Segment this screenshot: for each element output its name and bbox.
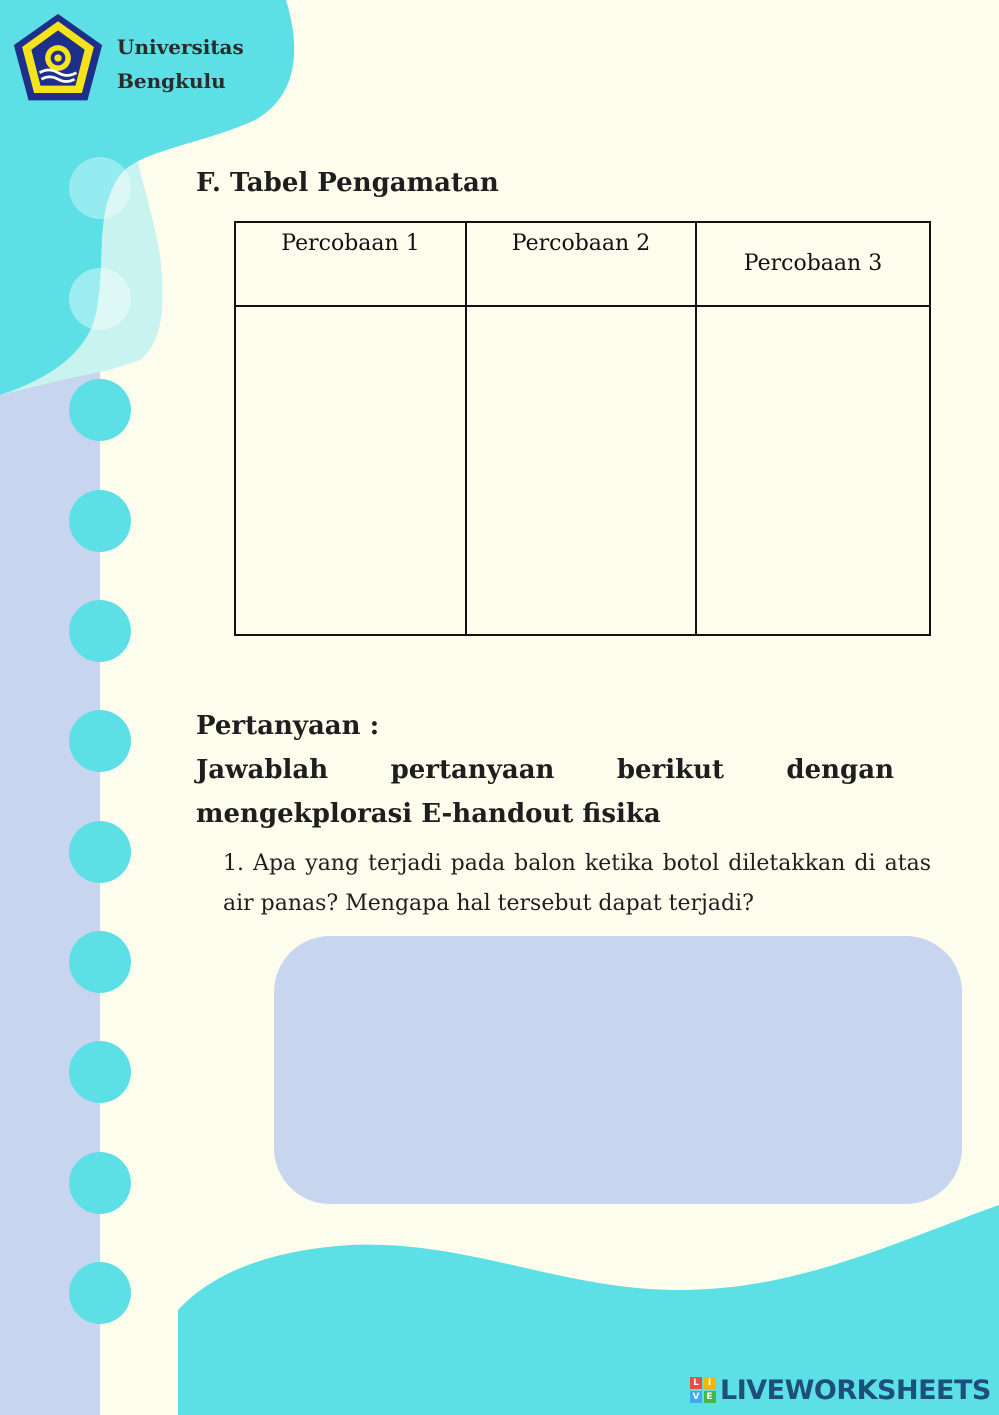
question-item-1: 1. Apa yang terjadi pada balon ketika botol diletakkan di atas air panas? Mengapa hal tersebut dapat terjadi? (223, 851, 931, 916)
answer-box[interactable] (274, 936, 962, 1204)
liveworksheets-icon (690, 1377, 716, 1403)
observation-table (234, 221, 931, 636)
answer-cell-percobaan-3[interactable] (696, 306, 930, 635)
header-label: Percobaan 3 (743, 251, 883, 276)
binder-circle (69, 931, 131, 993)
university-logo (12, 12, 104, 104)
binder-circle (69, 1262, 131, 1324)
binder-circle (69, 710, 131, 772)
university-name (117, 30, 244, 98)
questions-instruction: Jawablah pertanyaan berikut dengan mengekplorasi E-handout fisika (196, 755, 894, 829)
university-line-2: Bengkulu (117, 69, 226, 93)
liveworksheets-brand (690, 1372, 991, 1408)
badge-letter: L (690, 1377, 702, 1389)
questions-heading: Pertanyaan : (196, 711, 380, 741)
badge-letter: E (704, 1391, 716, 1403)
liveworksheets-wordmark: LIVEWORKSHEETS (720, 1374, 991, 1406)
faded-circle (69, 157, 131, 219)
badge-letter: I (704, 1377, 716, 1389)
answer-cell-percobaan-2[interactable] (466, 306, 696, 635)
university-line-1: Universitas (117, 35, 244, 59)
badge-letter: V (690, 1391, 702, 1403)
header-cell-percobaan-1 (235, 222, 466, 306)
binder-circle (69, 821, 131, 883)
header-label: Percobaan 1 (281, 231, 420, 256)
header-cell-percobaan-2 (466, 222, 696, 306)
binder-circles (69, 379, 131, 1324)
binder-circle (69, 1152, 131, 1214)
binder-circle (69, 490, 131, 552)
binder-circle (69, 379, 131, 441)
section-title: F. Tabel Pengamatan (196, 168, 499, 198)
table-header-row (235, 222, 930, 306)
binder-circle (69, 1041, 131, 1103)
binder-circle (69, 600, 131, 662)
answer-cell-percobaan-1[interactable] (235, 306, 466, 635)
header-cell-percobaan-3 (696, 222, 930, 306)
faded-circle (69, 268, 131, 330)
header-label: Percobaan 2 (511, 231, 651, 256)
table-row (235, 306, 930, 635)
